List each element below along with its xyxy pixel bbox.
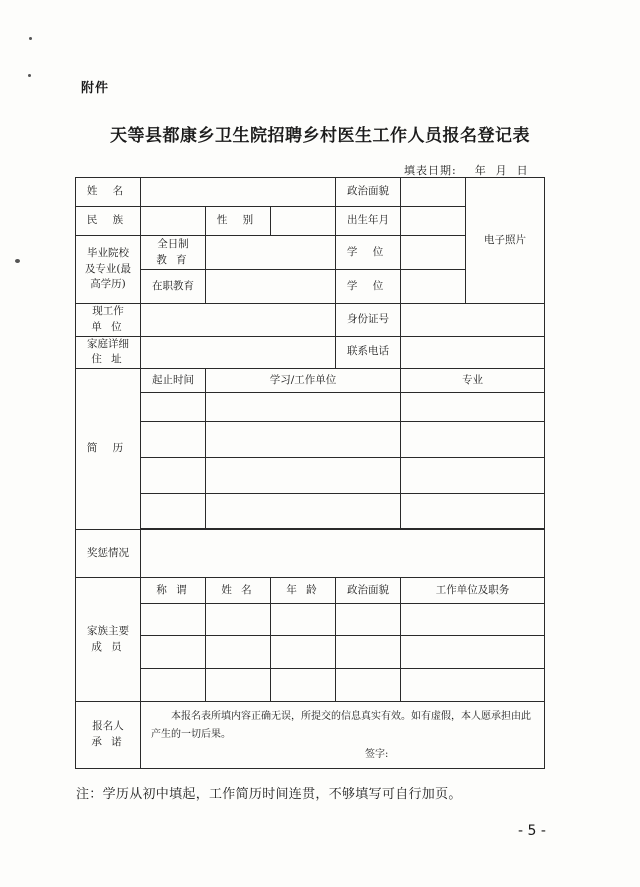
phone-label: 联系电话: [336, 336, 401, 369]
family-work-field[interactable]: [401, 669, 545, 702]
id-number-label: 身份证号: [336, 304, 401, 337]
family-age-field[interactable]: [271, 636, 336, 669]
promise-text: 本报名表所填内容正确无误，所提交的信息真实有效。如有虚假，本人愿承担由此产生的一切后果。: [151, 711, 531, 740]
promise-label-line: 承 诺: [91, 736, 125, 748]
family-political-field[interactable]: [336, 636, 401, 669]
page-number: - 5 -: [518, 823, 546, 839]
resume-time-field[interactable]: [141, 494, 206, 529]
address-line: 住 址: [91, 353, 125, 366]
resume-unit-field[interactable]: [206, 494, 401, 529]
school-major-line: 高学历): [90, 278, 126, 291]
gender-label: 性 别: [206, 207, 271, 236]
footnote: 注：学历从初中填起，工作简历时间连贯，不够填写可自行加页。: [76, 787, 462, 802]
degree-field[interactable]: [401, 270, 466, 304]
degree-label: 学 位: [336, 236, 401, 270]
scan-speck: [29, 37, 32, 40]
birth-date-label: 出生年月: [336, 207, 401, 236]
onjob-edu-field[interactable]: [206, 270, 336, 304]
resume-unit-field[interactable]: [206, 393, 401, 422]
family-label-line: 家族主要: [87, 624, 129, 637]
resume-time-field[interactable]: [141, 393, 206, 422]
promise-label: [76, 702, 141, 769]
onjob-edu-label: 在职教育: [141, 270, 206, 304]
family-relation-field[interactable]: [141, 636, 206, 669]
start-end-time-header: 起止时间: [141, 369, 206, 393]
current-unit-field[interactable]: [141, 304, 336, 337]
fill-date: 填表日期: 年 月 日: [404, 164, 529, 177]
family-work-field[interactable]: [401, 636, 545, 669]
address-line: 家庭详细: [87, 337, 129, 350]
address-field[interactable]: [141, 336, 336, 369]
photo-box[interactable]: [466, 178, 545, 304]
relation-header: 称 谓: [141, 578, 206, 604]
family-name-field[interactable]: [206, 604, 271, 636]
resume-time-field[interactable]: [141, 458, 206, 494]
birth-date-field[interactable]: [401, 207, 466, 236]
degree-label: 学 位: [336, 270, 401, 304]
form-title: 天等县都康乡卫生院招聘乡村医生工作人员报名登记表: [110, 126, 530, 146]
fulltime-edu-field[interactable]: [206, 236, 336, 270]
family-relation-field[interactable]: [141, 669, 206, 702]
fulltime-edu-label: [141, 236, 206, 270]
scan-speck: [15, 259, 20, 263]
family-age-field[interactable]: [271, 669, 336, 702]
political-status-label: 政治面貌: [336, 178, 401, 207]
fulltime-edu-line: 教 育: [156, 253, 190, 266]
awards-label: 奖惩情况: [76, 530, 141, 578]
current-unit-line: 单 位: [91, 320, 125, 333]
awards-field[interactable]: [141, 530, 545, 578]
family-label-line: 成 员: [91, 640, 125, 653]
name-label: 姓 名: [76, 178, 141, 207]
age-header: 年 龄: [271, 578, 336, 604]
promise-label-line: 报名人: [92, 720, 124, 733]
ethnicity-label: 民 族: [76, 207, 141, 236]
family-work-field[interactable]: [401, 604, 545, 636]
school-major-label: [76, 236, 141, 304]
political-status-field[interactable]: [401, 178, 466, 207]
ethnicity-field[interactable]: [141, 207, 206, 236]
study-work-unit-header: 学习/工作单位: [206, 369, 401, 393]
current-unit-line: 现工作: [92, 305, 124, 317]
family-name-header: 姓 名: [206, 578, 271, 604]
family-political-field[interactable]: [336, 669, 401, 702]
resume-major-field[interactable]: [401, 393, 545, 422]
family-name-field[interactable]: [206, 636, 271, 669]
resume-time-field[interactable]: [141, 422, 206, 458]
promise-cell[interactable]: [141, 702, 545, 769]
resume-unit-field[interactable]: [206, 422, 401, 458]
resume-major-field[interactable]: [401, 494, 545, 529]
scan-speck: [28, 74, 31, 77]
major-header: 专业: [401, 369, 545, 393]
resume-major-field[interactable]: [401, 422, 545, 458]
family-political-header: 政治面貌: [336, 578, 401, 604]
work-unit-post-header: 工作单位及职务: [401, 578, 545, 604]
school-major-line: 及专业(最: [84, 262, 132, 275]
fulltime-edu-line: 全日制: [157, 237, 189, 250]
family-relation-field[interactable]: [141, 604, 206, 636]
registration-form: [75, 177, 545, 769]
family-political-field[interactable]: [336, 604, 401, 636]
address-label: [76, 336, 141, 369]
degree-field[interactable]: [401, 236, 466, 270]
family-age-field[interactable]: [271, 604, 336, 636]
attachment-label: 附件: [81, 81, 110, 96]
photo-label: 电子照片: [484, 233, 527, 246]
gender-field[interactable]: [271, 207, 336, 236]
family-name-field[interactable]: [206, 669, 271, 702]
resume-unit-field[interactable]: [206, 458, 401, 494]
id-number-field[interactable]: [401, 304, 545, 337]
family-label: [76, 578, 141, 702]
signature-label: 签字:: [365, 749, 389, 760]
phone-field[interactable]: [401, 336, 545, 369]
resume-label: 简 历: [76, 369, 141, 530]
current-unit-label: [76, 304, 141, 337]
resume-major-field[interactable]: [401, 458, 545, 494]
name-field[interactable]: [141, 178, 336, 207]
school-major-line: 毕业院校: [87, 246, 129, 259]
